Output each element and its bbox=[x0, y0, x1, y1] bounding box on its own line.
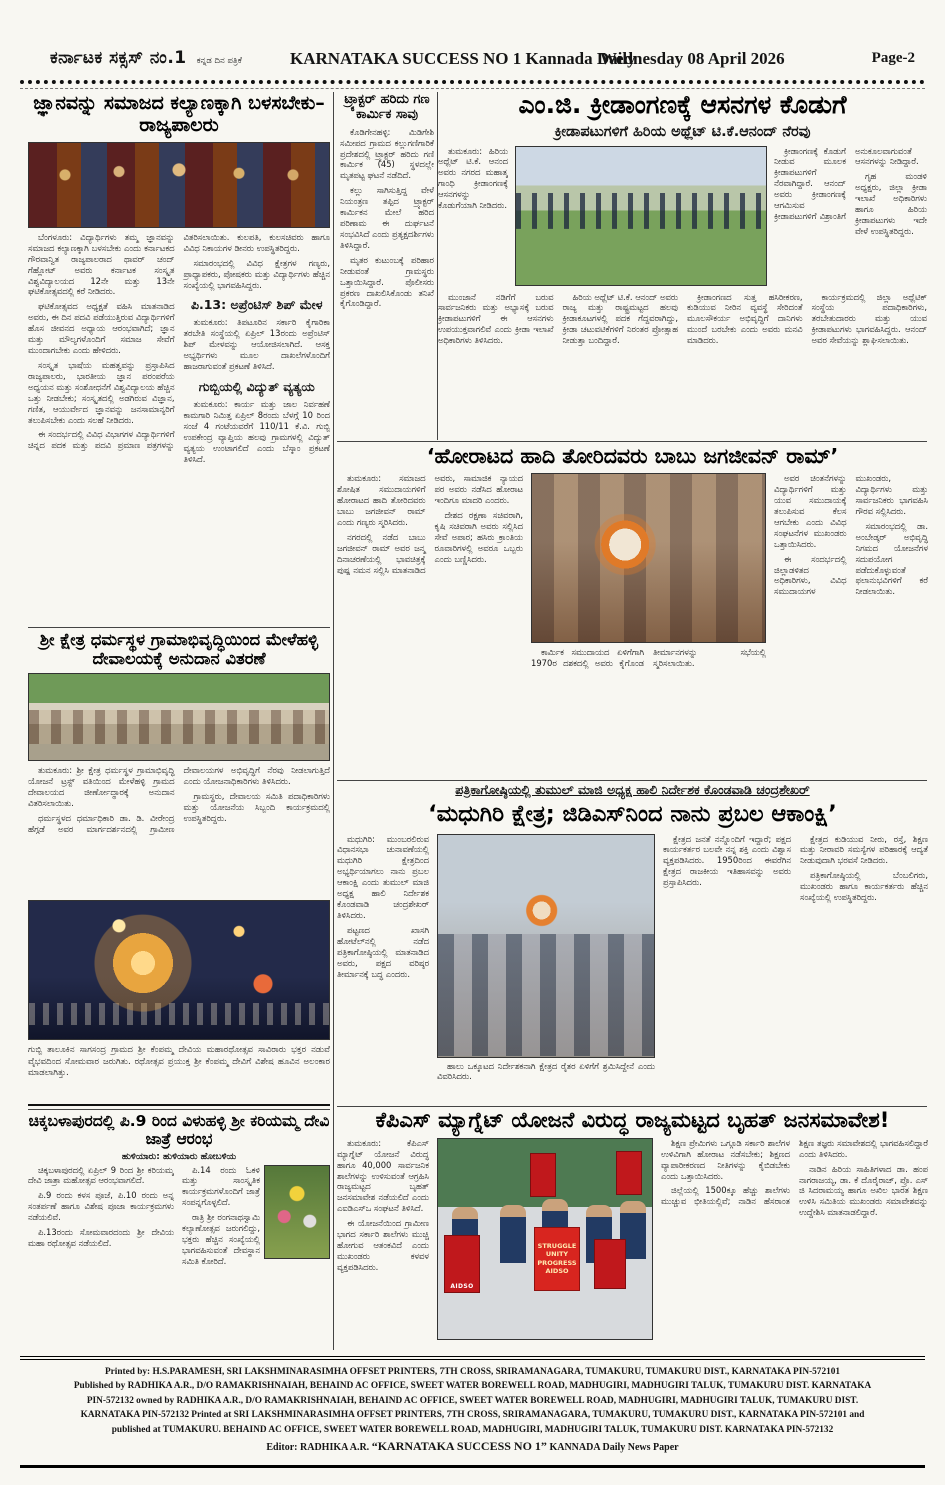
section-rule bbox=[28, 1109, 330, 1110]
protest-poster bbox=[530, 1153, 556, 1197]
body-paragraph: ತುಮಕೂರು: ಕೆಪಿಎಸ್ ಮ್ಯಾಗ್ನೆಟ್ ಯೋಜನೆ ವಿರುದ್ಧ ಹಾಗೂ 40,000 ಸಾರ್ವಜನಿಕ ಶಾಲೆಗಳನ್ನು ಉಳಿಸುವಂತೆ ಆಗ್ರಹಿಸಿ ರಾಜ್ಯಮಟ್ಟದ ಬೃಹತ್ ಜನಸಮಾವೇಶ ನಡೆಯಲಿದೆ ಎಂದು ಎಐಡಿಎಸ್ಒ ಸಂಘಟನೆ ತಿಳಿಸಿದೆ. bbox=[337, 1137, 429, 1214]
body-paragraph: ಪಿ.13ರಂದು ಸೋಮವಾರದಂದು ಶ್ರೀ ದೇವಿಯ ಮಹಾ ರಥೋತ್ಸವ ನಡೆಯಲಿದೆ. bbox=[28, 1227, 174, 1249]
masthead-title: KARNATAKA SUCCESS NO 1 Kannada Daily bbox=[290, 49, 636, 68]
student-figure bbox=[500, 1205, 526, 1263]
editor-label: Editor: RADHIKA A.R. bbox=[266, 1442, 370, 1454]
imprint-line: Printed by: H.S.PARAMESH, SRI LAKSHMINARASIMHA OFFSET PRINTERS, 7TH CROSS, SRIRAMANAGARA, TUMAKURU, TUMAKURU DIST., KARNATAKA PIN-572101 bbox=[104, 1367, 841, 1377]
photo-temple-group bbox=[28, 673, 330, 761]
section-rule bbox=[337, 1106, 927, 1107]
article-headline: ಜ್ಞಾನವನ್ನು ಸಮಾಜದ ಕಲ್ಯಾಣಕ್ಕಾಗಿ ಬಳಸಬೇಕು– ರಾಜ್ಯಪಾಲರು bbox=[33, 92, 325, 137]
imprint-line: Published by RADHIKA A.R., D/O RAMAKRISHNAIAH, BEHAIND AC OFFICE, SWEET WATER BOREWELL ROAD, MADHUGIRI, MADHUGIRI TALUK, TUMAKURU DIST. KARNATAKA bbox=[73, 1381, 872, 1392]
body-paragraph: ಘಟಿಕೋತ್ಸವದ ಅಧ್ಯಕ್ಷತೆ ವಹಿಸಿ ಮಾತನಾಡಿದ ಅವರು, ಈ ದಿನ ಪದವಿ ಪಡೆಯುತ್ತಿರುವ ವಿದ್ಯಾರ್ಥಿಗಳಿಗೆ ಹೊಸ ಜೀವನದ ಅಧ್ಯಾಯ ಆರಂಭವಾಗಿದೆ; ಜ್ಞಾನ ಮತ್ತು ಮೌಲ್ಯಗಳೊಂದಿಗೆ ಸಮಾಜ ಸೇವೆಗೆ ಮುಂದಾಗಬೇಕು ಎಂದು ಹೇಳಿದರು. bbox=[28, 301, 175, 356]
body-paragraph: ರಾತ್ರಿ ಶ್ರೀ ರಂಗನಾಥಸ್ವಾಮಿ ಕಲ್ಯಾಣೋತ್ಸವ ಜರುಗಲಿದ್ದು, ಭಕ್ತರು ಹೆಚ್ಚಿನ ಸಂಖ್ಯೆಯಲ್ಲಿ ಭಾಗವಹಿಸುವಂತೆ ದೇವಸ್ಥಾನ ಸಮಿತಿ ಕೋರಿದೆ. bbox=[182, 1212, 260, 1266]
article-tractor-death bbox=[337, 92, 438, 440]
body-paragraph: ಹಿರಿಯ ಅಥ್ಲೆಟ್ ಟಿ.ಕೆ. ಆನಂದ್ ಅವರು ರಾಜ್ಯ ಮತ್ತು ರಾಷ್ಟ್ರಮಟ್ಟದ ಹಲವು ಕ್ರೀಡಾಕೂಟಗಳಲ್ಲಿ ಪದಕ ಗೆದ್ದವರಾಗಿದ್ದು, ಕ್ರೀಡಾ ಚಟುವಟಿಕೆಗಳಿಗೆ ನಿರಂತರ ಪ್ರೋತ್ಸಾಹ ನೀಡುತ್ತಾ ಬಂದಿದ್ದಾರೆ. bbox=[562, 291, 678, 346]
article-body-left bbox=[28, 1165, 174, 1337]
aidso-bag bbox=[534, 1227, 580, 1291]
body-paragraph: ಪತ್ರಿಕಾಗೋಷ್ಠಿಯಲ್ಲಿ ಬೆಂಬಲಿಗರು, ಮುಖಂಡರು ಹಾಗೂ ಕಾರ್ಯಕರ್ತರು ಹೆಚ್ಚಿನ ಸಂಖ್ಯೆಯಲ್ಲಿ ಉಪಸ್ಥಿತರಿದ್ದರು. bbox=[800, 870, 928, 903]
body-paragraph: ಪಿ.9 ರಂದು ಕಳಸ ಪೂಜೆ, ಪಿ.10 ರಂದು ಅನ್ನ ಸಂತರ್ಪಣೆ ಹಾಗೂ ವಿಶೇಷ ಪೂಜಾ ಕಾರ್ಯಕ್ರಮಗಳು ನಡೆಯಲಿವೆ. bbox=[28, 1190, 174, 1223]
body-paragraph: ತುಮಕೂರು: ಶ್ರೀ ಕ್ಷೇತ್ರ ಧರ್ಮಸ್ಥಳ ಗ್ರಾಮಾಭಿವೃದ್ಧಿ ಯೋಜನೆ ಟ್ರಸ್ಟ್ ವತಿಯಿಂದ ಮೇಳೆಹಳ್ಳಿ ಗ್ರಾಮದ ದೇವಾಲಯದ ಜೀರ್ಣೋದ್ಧಾರಕ್ಕೆ ಅನುದಾನ ವಿತರಿಸಲಾಯಿತು. bbox=[28, 764, 175, 808]
article-body-left bbox=[438, 146, 508, 286]
article-dharmasthala-grant bbox=[28, 630, 330, 896]
body-paragraph: ತುಮಕೂರು: ತಿಪಟೂರಿನ ಸರ್ಕಾರಿ ಕೈಗಾರಿಕಾ ತರಬೇತಿ ಸಂಸ್ಥೆಯಲ್ಲಿ ಏಪ್ರಿಲ್ 13ರಂದು ಅಪ್ರೆಂಟಿಸ್ ಶಿಪ್ ಮೇಳವನ್ನು ಆಯೋಜಿಸಲಾಗಿದೆ. ಆಸಕ್ತ ಅಭ್ಯರ್ಥಿಗಳು ಮೂಲ ದಾಖಲೆಗಳೊಂದಿಗೆ ಹಾಜರಾಗುವಂತೆ ಪ್ರಕಟಣೆ ತಿಳಿಸಿದೆ. bbox=[183, 317, 330, 372]
article-headline: ಕೆಪಿಎಸ್ ಮ್ಯಾಗ್ನೆಟ್ ಯೋಜನೆ ವಿರುದ್ಧ ರಾಜ್ಯಮಟ್ಟದ ಬೃಹತ್ ಜನಸಮಾವೇಶ! bbox=[375, 1108, 890, 1132]
masthead-date: Wednesday 08 April 2026 bbox=[600, 49, 785, 68]
logo-title: ಕರ್ನಾಟಕ ಸಕ್ಸಸ್ ನಂ.1 bbox=[50, 48, 187, 68]
imprint-line: published at TUMAKURU. BEHAIND AC OFFICE, SWEET WATER BOREWELL ROAD, MADHUGIRI, MADHUGIRI TALUK, TUMAKURU DIST. KARNATAKA PIN-572132 bbox=[111, 1424, 834, 1435]
body-paragraph: ಧರ್ಮಸ್ಥಳದ ಧರ್ಮಾಧಿಕಾರಿ ಡಾ. ಡಿ. ವೀರೇಂದ್ರ ಹೆಗ್ಗಡೆ ಅವರ ಮಾರ್ಗದರ್ಶನದಲ್ಲಿ ಗ್ರಾಮೀಣ ದೇವಾಲಯಗಳ ಅಭಿವೃದ್ಧಿಗೆ ನೆರವು ನೀಡಲಾಗುತ್ತಿದೆ ಎಂದು ಯೋಜನಾಧಿಕಾರಿಗಳು ತಿಳಿಸಿದರು. bbox=[28, 764, 330, 834]
imprint-footer bbox=[20, 1356, 925, 1468]
photo-convocation-dignitaries bbox=[28, 142, 330, 228]
body-paragraph: ದೇಶದ ರಕ್ಷಣಾ ಸಚಿವರಾಗಿ, ಕೃಷಿ ಸಚಿವರಾಗಿ ಅವರು ಸಲ್ಲಿಸಿದ ಸೇವೆ ಅಪಾರ; ಹಸಿರು ಕ್ರಾಂತಿಯ ರೂವಾರಿಗಳಲ್ಲಿ ಅವರೂ ಒಬ್ಬರು ಎಂದು ಬಣ್ಣಿಸಿದರು. bbox=[434, 509, 523, 564]
body-paragraph: ಮಧುಗಿರಿ: ಮುಂಬರಲಿರುವ ವಿಧಾನಸಭಾ ಚುನಾವಣೆಯಲ್ಲಿ ಮಧುಗಿರಿ ಕ್ಷೇತ್ರದಿಂದ ಅಭ್ಯರ್ಥಿಯಾಗಲು ನಾನು ಪ್ರಬಲ ಆಕಾಂಕ್ಷಿ ಎಂದು ತುಮುಲ್ ಮಾಜಿ ಅಧ್ಯಕ್ಷ ಹಾಲಿ ನಿರ್ದೇಶಕ ಕೊಂಡವಾಡಿ ಚಂದ್ರಶೇಖರ್ ತಿಳಿಸಿದರು. bbox=[337, 833, 429, 920]
body-paragraph: ಈ ಸಂದರ್ಭದಲ್ಲಿ ಜಿಲ್ಲಾಡಳಿತದ ಅಧಿಕಾರಿಗಳು, ವಿವಿಧ ಸಮುದಾಯಗಳ ಮುಖಂಡರು, ವಿದ್ಯಾರ್ಥಿಗಳು ಮತ್ತು ಸಾರ್ವಜನಿಕರು ಭಾಗವಹಿಸಿ ಗೌರವ ಸಲ್ಲಿಸಿದರು. bbox=[774, 473, 928, 597]
protest-poster bbox=[594, 1239, 626, 1289]
photo-caption: ಗುಬ್ಬಿ ತಾಲೂಕಿನ ಸಾಗಸಂದ್ರ ಗ್ರಾಮದ ಶ್ರೀ ಕೆಂಪಮ್ಮ ದೇವಿಯ ಮಹಾರಥೋತ್ಸವ ಸಾವಿರಾರು ಭಕ್ತರ ನಡುವೆ ವೈಭವದಿಂದ ಸೋಮವಾರ ಜರುಗಿತು. ರಥೋತ್ಸವ ಪ್ರಯುಕ್ತ ಶ್ರೀ ಕೆಂಪಮ್ಮ ದೇವಿಗೆ ವಿಶೇಷ ಹೂವಿನ ಅಲಂಕಾರ ಮಾಡಲಾಗಿತ್ತು. bbox=[28, 1045, 330, 1079]
bag-text: STRUGGLE UNITY PROGRESS AIDSO bbox=[537, 1241, 577, 1276]
article-kariyamma-jatre bbox=[28, 1112, 330, 1350]
page-number: Page-2 bbox=[871, 50, 915, 66]
body-paragraph: ಮುಂಜಾನೆ ನಡಿಗೆಗೆ ಬರುವ ಸಾರ್ವಜನಿಕರು ಮತ್ತು ಅಭ್ಯಾಸಕ್ಕೆ ಬರುವ ಕ್ರೀಡಾಪಟುಗಳಿಗೆ ಈ ಆಸನಗಳು ಉಪಯುಕ್ತವಾಗಲಿವೆ ಎಂದು ಕ್ರೀಡಾ ಇಲಾಖೆ ಅಧಿಕಾರಿಗಳು ತಿಳಿಸಿದರು. bbox=[438, 291, 554, 346]
column-divider bbox=[333, 92, 334, 1350]
article-body-right bbox=[661, 1138, 928, 1344]
article-mg-stadium bbox=[438, 90, 927, 440]
body-paragraph: ತುಮಕೂರು: ಕಾರ್ಯ ಮತ್ತು ಜಾಲ ನಿರ್ವಹಣೆ ಕಾಮಗಾರಿ ನಿಮಿತ್ತ ಏಪ್ರಿಲ್ 8ರಂದು ಬೆಳಗ್ಗೆ 10 ರಿಂದ ಸಂಜೆ 4 ಗಂಟೆಯವರೆಗೆ 110/11 ಕೆ.ವಿ. ಗುಬ್ಬಿ ಉಪಕೇಂದ್ರ ವ್ಯಾಪ್ತಿಯ ಹಲವು ಗ್ರಾಮಗಳಲ್ಲಿ ವಿದ್ಯುತ್ ವ್ಯತ್ಯಯ ಉಂಟಾಗಲಿದೆ ಎಂದು ಬೆಸ್ಕಾಂ ಪ್ರಕಟಣೆ ತಿಳಿಸಿದೆ. bbox=[183, 399, 330, 464]
article-body-left bbox=[337, 834, 429, 1096]
body-paragraph: ನಗರದಲ್ಲಿ ನಡೆದ ಬಾಬು ಜಗಜೀವನ್ ರಾಮ್ ಅವರ ಜನ್ಮ ದಿನಾಚರಣೆಯಲ್ಲಿ ಭಾವಚಿತ್ರಕ್ಕೆ ಪುಷ್ಪ ನಮನ ಸಲ್ಲಿಸಿ ಮಾತನಾಡಿದ ಅವರು, ಸಾಮಾಜಿಕ ನ್ಯಾಯದ ಪರ ಅವರು ನಡೆಸಿದ ಹೋರಾಟ ಇಂದಿಗೂ ಮಾದರಿ ಎಂದರು. bbox=[337, 473, 523, 575]
body-paragraph: ಗೃಹ ಮಂಡಳಿ ಅಧ್ಯಕ್ಷರು, ಜಿಲ್ಲಾ ಕ್ರೀಡಾ ಇಲಾಖೆ ಅಧಿಕಾರಿಗಳು ಹಾಗೂ ಹಿರಿಯ ಕ್ರೀಡಾಪಟುಗಳು ಇದೇ ವೇಳೆ ಉಪಸ್ಥಿತರಿದ್ದರು. bbox=[855, 171, 927, 236]
article-headline: ‘ಮಧುಗಿರಿ ಕ್ಷೇತ್ರ; ಜಿಡಿಎಸ್‌ನಿಂದ ನಾನು ಪ್ರಬಲ ಆಕಾಂಕ್ಷಿ’ bbox=[428, 801, 837, 827]
body-paragraph: ಕಾರ್ಮಿಕ ಸಮುದಾಯದ ಏಳಿಗೆಗಾಗಿ 1970ರ ದಶಕದಲ್ಲಿ ಅವರು ಕೈಗೊಂಡ ತೀರ್ಮಾನಗಳನ್ನು ಸಭೆಯಲ್ಲಿ ಸ್ಮರಿಸಲಾಯಿತು. bbox=[531, 647, 766, 669]
protest-poster bbox=[616, 1151, 642, 1195]
editor-tail: KANNADA Daily News Paper bbox=[549, 1442, 679, 1454]
photo-aidso-students-protest bbox=[437, 1138, 653, 1340]
body-paragraph: ಕಲ್ಲು ಸಾಗಿಸುತ್ತಿದ್ದ ವೇಳೆ ನಿಯಂತ್ರಣ ತಪ್ಪಿದ ಟ್ರ್ಯಾಕ್ಟರ್ ಕಾರ್ಮಿಕನ ಮೇಲೆ ಹರಿದ ಪರಿಣಾಮ ಈ ದುರ್ಘಟನೆ ಸಂಭವಿಸಿದೆ ಎಂದು ಪ್ರತ್ಯಕ್ಷದರ್ಶಿಗಳು ತಿಳಿಸಿದ್ದಾರೆ. bbox=[340, 185, 434, 250]
body-paragraph: ಸಂಸ್ಕೃತ ಭಾಷೆಯ ಮಹತ್ವವನ್ನು ಪ್ರಸ್ತಾಪಿಸಿದ ರಾಜ್ಯಪಾಲರು, ಭಾರತೀಯ ಜ್ಞಾನ ಪರಂಪರೆಯ ಅಧ್ಯಯನ ಮತ್ತು ಸಂಶೋಧನೆಗೆ ವಿಶ್ವವಿದ್ಯಾಲಯ ಹೆಚ್ಚಿನ ಒತ್ತು ನೀಡಬೇಕು; ಸಂಸ್ಕೃತದಲ್ಲಿ ಅಡಗಿರುವ ವಿಜ್ಞಾನ, ಗಣಿತ, ಆಯುರ್ವೇದ ಜ್ಞಾನವನ್ನು ಜನಸಾಮಾನ್ಯರಿಗೆ ತಲುಪಿಸಬೇಕು ಎಂದು ಸಲಹೆ ನೀಡಿದರು. bbox=[28, 359, 175, 425]
body-paragraph: ಕಾರ್ಯಕ್ರಮದಲ್ಲಿ ಜಿಲ್ಲಾ ಅಥ್ಲೆಟಿಕ್ ಸಂಸ್ಥೆಯ ಪದಾಧಿಕಾರಿಗಳು, ತರಬೇತುದಾರರು ಮತ್ತು ಯುವ ಕ್ರೀಡಾಪಟುಗಳು ಭಾಗವಹಿಸಿದ್ದರು. ಆನಂದ್ ಅವರ ಸೇವೆಯನ್ನು ಶ್ಲಾಘಿಸಲಾಯಿತು. bbox=[811, 291, 927, 346]
body-paragraph: ಜಿಲ್ಲೆಯಲ್ಲಿ 1500ಕ್ಕೂ ಹೆಚ್ಚು ಶಾಲೆಗಳು ಮುಚ್ಚುವ ಭೀತಿಯಲ್ಲಿವೆ; ನಾಡಿನ ಹೆಸರಾಂತ ಶಿಕ್ಷಣ ತಜ್ಞರು ಸಮಾವೇಶದಲ್ಲಿ ಭಾಗವಹಿಸಲಿದ್ದಾರೆ ಎಂದು ತಿಳಿಸಿದರು. bbox=[661, 1137, 928, 1207]
photo-chariot-night-festival bbox=[28, 900, 330, 1040]
body-paragraph: ನಾಡಿನ ಹಿರಿಯ ಸಾಹಿತಿಗಳಾದ ಡಾ. ಹಂಪ ನಾಗರಾಜಯ್ಯ, ಡಾ. ಕೆ ದೊರೈರಾಜ್, ಪ್ರೊ. ಎಸ್ ಜಿ ಸಿದರಾಮಯ್ಯ ಹಾಗೂ ಅಖಿಲ ಭಾರತ ಶಿಕ್ಷಣ ಉಳಿಸಿ ಸಮಿತಿಯ ಮುಖಂಡರು ಸಮಾವೇಶವನ್ನು ಉದ್ದೇಶಿಸಿ ಮಾತನಾಡಲಿದ್ದಾರೆ. bbox=[799, 1163, 928, 1218]
masthead-scan-rule bbox=[20, 88, 925, 89]
photo-jagjivan-portrait-garland bbox=[531, 473, 766, 643]
article-body bbox=[28, 232, 330, 614]
article-body bbox=[340, 127, 434, 427]
brief-subhead: ಗುಬ್ಬಿಯಲ್ಲಿ ವಿದ್ಯುತ್ ವ್ಯತ್ಯಯ bbox=[198, 379, 315, 395]
article-headline: ಎಂ.ಜಿ. ಕ್ರೀಡಾಂಗಣಕ್ಕೆ ಆಸನಗಳ ಕೊಡುಗೆ bbox=[518, 90, 847, 119]
article-headline: ಟ್ರ್ಯಾಕ್ಟರ್ ಹರಿದು ಗಣ ಕಾರ್ಮಿಕ ಸಾವು bbox=[344, 92, 430, 123]
body-paragraph: ಬೆಂಗಳೂರು: ವಿದ್ಯಾರ್ಥಿಗಳು ತಮ್ಮ ಜ್ಞಾನವನ್ನು ಸಮಾಜದ ಕಲ್ಯಾಣಕ್ಕಾಗಿ ಬಳಸಬೇಕು ಎಂದು ಕರ್ನಾಟಕದ ಗೌರವಾನ್ವಿತ ರಾಜ್ಯಪಾಲರಾದ ಥಾವರ್ ಚಂದ್ ಗೆಹ್ಲೋಟ್ ಅವರು ಕರ್ನಾಟಕ ಸಂಸ್ಕೃತ ವಿಶ್ವವಿದ್ಯಾಲಯದ 12ನೇ ಮತ್ತು 13ನೇ ಘಟಿಕೋತ್ಸವದಲ್ಲಿ ಕರೆ ನೀಡಿದರು. bbox=[28, 231, 175, 297]
body-paragraph: ತುಮಕೂರು: ಸಮಾಜದ ಶೋಷಿತ ಸಮುದಾಯಗಳಿಗೆ ಹೋರಾಟದ ಹಾದಿ ತೋರಿದವರು ಬಾಬು ಜಗಜೀವನ್ ರಾಮ್ ಎಂದು ಗಣ್ಯರು ಸ್ಮರಿಸಿದರು. bbox=[337, 473, 426, 527]
body-paragraph: ಚಿಕ್ಕಬಳಾಪುರದಲ್ಲಿ ಏಪ್ರಿಲ್ 9 ರಿಂದ ಶ್ರೀ ಕರಿಯಮ್ಮ ದೇವಿ ಜಾತ್ರಾ ಮಹೋತ್ಸವ ಆರಂಭವಾಗಲಿದೆ. bbox=[28, 1164, 174, 1186]
article-strapline: ಪತ್ರಿಕಾಗೋಷ್ಠಿಯಲ್ಲಿ ತುಮುಲ್ ಮಾಜಿ ಅಧ್ಯಕ್ಷ ಹಾಲಿ ನಿರ್ದೇಶಕ ಕೊಂಡವಾಡಿ ಚಂದ್ರಶೇಖರ್ bbox=[455, 782, 810, 797]
body-paragraph: ಮೃತರ ಕುಟುಂಬಕ್ಕೆ ಪರಿಹಾರ ನೀಡುವಂತೆ ಗ್ರಾಮಸ್ಥರು ಒತ್ತಾಯಿಸಿದ್ದಾರೆ. ಪೊಲೀಸರು ಪ್ರಕರಣ ದಾಖಲಿಸಿಕೊಂಡು ತನಿಖೆ ಕೈಗೊಂಡಿದ್ದಾರೆ. bbox=[340, 254, 434, 309]
body-paragraph: ಅವರ ಚಿಂತನೆಗಳನ್ನು ವಿದ್ಯಾರ್ಥಿಗಳಿಗೆ ಮತ್ತು ಯುವ ಸಮುದಾಯಕ್ಕೆ ತಲುಪಿಸುವ ಕೆಲಸ ಆಗಬೇಕು ಎಂದು ವಿವಿಧ ಸಂಘಟನೆಗಳ ಮುಖಂಡರು ಒತ್ತಾಯಿಸಿದರು. bbox=[774, 473, 847, 549]
article-headline: ‘ಹೋರಾಟದ ಹಾದಿ ತೋರಿದವರು ಬಾಬು ಜಗಜೀವನ್ ರಾಮ್’ bbox=[426, 444, 839, 468]
newspaper-logo bbox=[50, 48, 242, 68]
masthead bbox=[22, 46, 923, 78]
photo-news-chariot-festival bbox=[28, 900, 330, 1106]
article-governor-convocation bbox=[28, 92, 330, 624]
editor-line bbox=[20, 1439, 925, 1454]
section-rule bbox=[28, 627, 330, 628]
body-paragraph: ಈ ಸಂದರ್ಭದಲ್ಲಿ ವಿವಿಧ ವಿಭಾಗಗಳ ವಿದ್ಯಾರ್ಥಿಗಳಿಗೆ ಚಿನ್ನದ ಪದಕ ಮತ್ತು ಪದವಿ ಪ್ರಮಾಣ ಪತ್ರಗಳನ್ನು ವಿತರಿಸಲಾಯಿತು. ಕುಲಪತಿ, ಕುಲಸಚಿವರು ಹಾಗೂ ವಿವಿಧ ನಿಕಾಯಗಳ ಡೀನರು ಉಪಸ್ಥಿತರಿದ್ದರು. bbox=[28, 231, 330, 451]
section-rule bbox=[337, 441, 927, 442]
article-dateline: ಹುಳಿಯಾರು: ಹುಳಿಯಾರು ಹೋಬಳಿಯ bbox=[121, 1151, 237, 1162]
imprint-line: PIN-572132 owned by RADHIKA A.R., D/O RAMAKRISHNAIAH, BEHAIND AC OFFICE, SWEET WATER BOREWELL ROAD, MADHUGIRI, MADHUGIRI TALUK, TUMAKURU DIST. bbox=[86, 1395, 859, 1406]
article-body-left bbox=[337, 1138, 429, 1344]
article-body-right bbox=[774, 473, 928, 773]
body-paragraph: ಕ್ಷೇತ್ರದ ಕುಡಿಯುವ ನೀರು, ರಸ್ತೆ, ಶಿಕ್ಷಣ ಮತ್ತು ನೀರಾವರಿ ಸಮಸ್ಯೆಗಳ ಪರಿಹಾರಕ್ಕೆ ಆದ್ಯತೆ ನೀಡುವುದಾಗಿ ಭರವಸೆ ನೀಡಿದರು. bbox=[800, 833, 928, 866]
section-rule bbox=[337, 780, 927, 781]
body-paragraph: ಪಿ.14 ರಂದು ಓಕಳಿ ಮತ್ತು ಸಾಂಸ್ಕೃತಿಕ ಕಾರ್ಯಕ್ರಮಗಳೊಂದಿಗೆ ಜಾತ್ರೆ ಸಂಪನ್ನಗೊಳ್ಳಲಿದೆ. bbox=[182, 1164, 260, 1208]
body-paragraph: ತುಮಕೂರು: ಹಿರಿಯ ಅಥ್ಲೆಟ್ ಟಿ.ಕೆ. ಆನಂದ ಅವರು ನಗರದ ಮಹಾತ್ಮ ಗಾಂಧಿ ಕ್ರೀಡಾಂಗಣಕ್ಕೆ ಆಸನಗಳನ್ನು ಕೊಡುಗೆಯಾಗಿ ನೀಡಿದರು. bbox=[438, 145, 508, 211]
body-paragraph: ಕ್ರೀಡಾಂಗಣದ ಸುತ್ತ ಹಸಿರೀಕರಣ, ಕುಡಿಯುವ ನೀರಿನ ವ್ಯವಸ್ಥೆ ಸೇರಿದಂತೆ ಮೂಲಸೌಕರ್ಯ ಅಭಿವೃದ್ಧಿಗೆ ದಾನಿಗಳು ಮುಂದೆ ಬರಬೇಕು ಎಂದು ಅವರು ಮನವಿ ಮಾಡಿದರು. bbox=[687, 291, 803, 346]
body-paragraph: ಪಟ್ಟಣದ ಖಾಸಗಿ ಹೋಟೆಲ್‌ನಲ್ಲಿ ನಡೆದ ಪತ್ರಿಕಾಗೋಷ್ಠಿಯಲ್ಲಿ ಮಾತನಾಡಿದ ಅವರು, ಪಕ್ಷದ ವರಿಷ್ಠರ ತೀರ್ಮಾನಕ್ಕೆ ಬದ್ಧ ಎಂದರು. bbox=[337, 924, 429, 979]
article-body-bottom bbox=[438, 292, 927, 428]
body-paragraph: ಕೊಡಿಗೇನಹಳ್ಳಿ: ಮಿಡಿಗೇಶಿ ಸಮೀಪದ ಗ್ರಾಮದ ಕಲ್ಲುಗಣಿಗಾರಿಕೆ ಪ್ರದೇಶದಲ್ಲಿ ಟ್ರ್ಯಾಕ್ಟರ್ ಹರಿದು ಗಣಿ ಕಾರ್ಮಿಕ (45) ಸ್ಥಳದಲ್ಲೇ ಮೃತಪಟ್ಟ ಘಟನೆ ನಡೆದಿದೆ. bbox=[340, 126, 434, 181]
article-body-right bbox=[774, 146, 927, 286]
photo-madhugiri-press-meet bbox=[437, 834, 655, 1058]
body-paragraph: ಹಾಲು ಒಕ್ಕೂಟದ ನಿರ್ದೇಶಕನಾಗಿ ಕ್ಷೇತ್ರದ ರೈತರ ಏಳಿಗೆಗೆ ಶ್ರಮಿಸಿದ್ದೇನೆ ಎಂದು ವಿವರಿಸಿದರು. bbox=[437, 1060, 655, 1082]
article-subheadline: ಕ್ರೀಡಾಪಟುಗಳಿಗೆ ಹಿರಿಯ ಅಥ್ಲೆಟ್ ಟಿ.ಕೆ.ಆನಂದ್ ನೆರವು bbox=[554, 123, 811, 140]
article-headline: ಶ್ರೀ ಕ್ಷೇತ್ರ ಧರ್ಮಸ್ಥಳ ಗ್ರಾಮಾಭಿವೃದ್ಧಿಯಿಂದ ಮೇಳೆಹಳ್ಳಿ ದೇವಾಲಯಕ್ಕೆ ಅನುದಾನ ವಿತರಣೆ bbox=[39, 630, 319, 669]
article-body-mid bbox=[531, 647, 766, 773]
article-headline: ಚಿಕ್ಕಬಳಾಪುರದಲ್ಲಿ ಪಿ.9 ರಿಂದ ವಿಳುಹಳ್ಳಿ ಶ್ರೀ ಕರಿಯಮ್ಮ ದೇವಿ ಜಾತ್ರೆ ಆರಂಭ bbox=[28, 1112, 330, 1149]
poster-text: AIDSO bbox=[450, 1282, 474, 1290]
photo-stadium-ribbon-cutting bbox=[515, 146, 767, 286]
article-madhugiri-aspirant bbox=[337, 782, 928, 1104]
body-paragraph: ಗ್ರಾಮಸ್ಥರು, ದೇವಾಲಯ ಸಮಿತಿ ಪದಾಧಿಕಾರಿಗಳು ಮತ್ತು ಯೋಜನೆಯ ಸಿಬ್ಬಂದಿ ಕಾರ್ಯಕ್ರಮದಲ್ಲಿ ಉಪಸ್ಥಿತರಿದ್ದರು. bbox=[183, 790, 330, 823]
body-paragraph: ಶಿಕ್ಷಣ ಪ್ರೇಮಿಗಳು ಒಗ್ಗೂಡಿ ಸರ್ಕಾರಿ ಶಾಲೆಗಳ ಉಳಿವಿಗಾಗಿ ಹೋರಾಟ ನಡೆಸಬೇಕು; ಶಿಕ್ಷಣದ ವ್ಯಾಪಾರೀಕರಣದ ನೀತಿಗಳನ್ನು ಕೈಬಿಡಬೇಕು ಎಂದು ಒತ್ತಾಯಿಸಿದರು. bbox=[661, 1137, 790, 1181]
article-jagjivan-ram bbox=[337, 444, 928, 778]
protest-poster bbox=[444, 1235, 480, 1293]
photo-deity-flower-decoration bbox=[264, 1165, 330, 1259]
body-paragraph: ಕ್ಷೇತ್ರದ ಜನತೆ ನನ್ನೊಂದಿಗೆ ಇದ್ದಾರೆ; ಪಕ್ಷದ ಕಾರ್ಯಕರ್ತರ ಬಲವೇ ನನ್ನ ಶಕ್ತಿ ಎಂದು ವಿಶ್ವಾಸ ವ್ಯಕ್ತಪಡಿಸಿದರು. 1950ರಿಂದ ಈವರೆಗಿನ ಕ್ಷೇತ್ರದ ರಾಜಕೀಯ ಇತಿಹಾಸವನ್ನು ಅವರು ಪ್ರಸ್ತಾಪಿಸಿದರು. bbox=[663, 833, 791, 888]
article-kps-magnet-protest bbox=[337, 1108, 928, 1352]
masthead-dotted-rule bbox=[20, 80, 925, 84]
article-body-right bbox=[182, 1165, 330, 1337]
body-paragraph: ಈ ಯೋಜನೆಯಿಂದ ಗ್ರಾಮೀಣ ಭಾಗದ ಸರ್ಕಾರಿ ಶಾಲೆಗಳು ಮುಚ್ಚಿ ಹೋಗುವ ಆತಂಕವಿದೆ ಎಂದು ಮುಖಂಡರು ಕಳವಳ ವ್ಯಕ್ತಪಡಿಸಿದರು. bbox=[337, 1218, 429, 1272]
body-paragraph: ಸಮಾರಂಭದಲ್ಲಿ ಡಾ. ಅಂಬೇಡ್ಕರ್ ಅಭಿವೃದ್ಧಿ ನಿಗಮದ ಯೋಜನೆಗಳ ಸದುಪಯೋಗ ಪಡೆದುಕೊಳ್ಳುವಂತೆ ಫಲಾನುಭವಿಗಳಿಗೆ ಕರೆ ನೀಡಲಾಯಿತು. bbox=[855, 520, 928, 597]
brief-subhead: ಪಿ.13: ಅಪ್ರೆಂಟಿಸ್ ಶಿಪ್ ಮೇಳ bbox=[190, 297, 323, 313]
article-body-mid bbox=[437, 1061, 655, 1095]
article-body-left bbox=[337, 473, 523, 773]
article-body bbox=[28, 765, 330, 891]
body-paragraph: ಕ್ರೀಡಾಂಗಣಕ್ಕೆ ಕೊಡುಗೆ ನೀಡುವ ಮೂಲಕ ಕ್ರೀಡಾಪಟುಗಳಿಗೆ ನೆರವಾಗಿದ್ದಾರೆ. ಆನಂದ್ ಅವರು ಕ್ರೀಡಾಂಗಣಕ್ಕೆ ಆಗಮಿಸುವ ಕ್ರೀಡಾಪಟುಗಳಿಗೆ ವಿಶ್ರಾಂತಿಗೆ ಅನುಕೂಲವಾಗುವಂತೆ ಆಸನಗಳನ್ನು ನೀಡಿದ್ದಾರೆ. bbox=[774, 145, 919, 222]
logo-tagline: ಕನ್ನಡ ದಿನ ಪತ್ರಿಕೆ bbox=[196, 56, 242, 66]
article-body-right bbox=[663, 834, 928, 1096]
paper-name: “KARNATAKA SUCCESS NO 1” bbox=[371, 1439, 547, 1454]
body-paragraph: ಸಮಾರಂಭದಲ್ಲಿ ವಿವಿಧ ಕ್ಷೇತ್ರಗಳ ಗಣ್ಯರು, ಪ್ರಾಧ್ಯಾಪಕರು, ಪೋಷಕರು ಮತ್ತು ವಿದ್ಯಾರ್ಥಿಗಳು ಹೆಚ್ಚಿನ ಸಂಖ್ಯೆಯಲ್ಲಿ ಭಾಗವಹಿಸಿದ್ದರು. bbox=[183, 257, 330, 290]
imprint-line: KARNATAKA PIN-572132 Printed at SRI LAKSHMINARASIMHA OFFSET PRINTERS, 7TH CROSS, SRIRAMANAGARA, TUMAKURU, TUMAKURU DIST., KARNATAKA PIN-572101 and bbox=[80, 1410, 865, 1421]
